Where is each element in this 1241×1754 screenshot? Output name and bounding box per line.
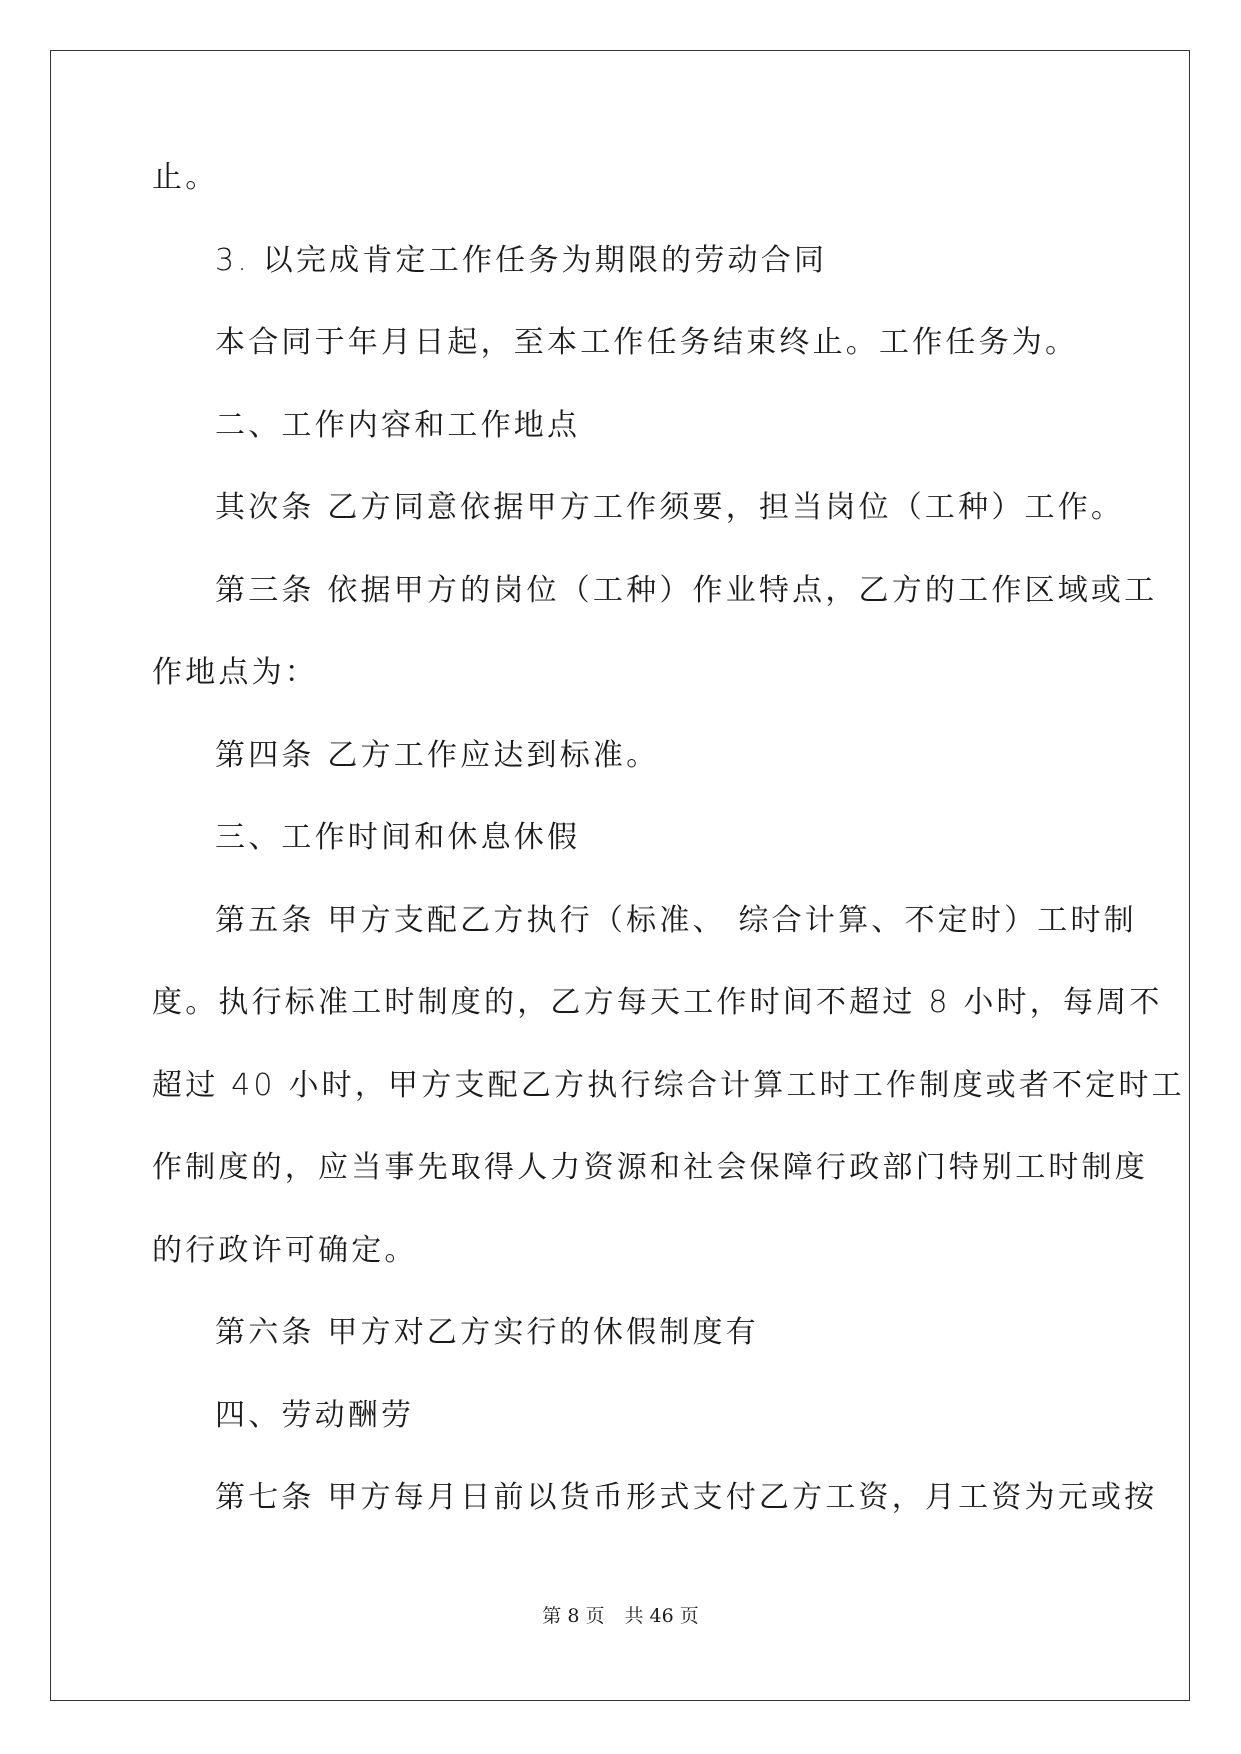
page-footer — [0, 1604, 1241, 1628]
text-line: 止。 — [152, 160, 219, 195]
text-line: 作地点为： — [152, 655, 318, 690]
section-heading: 四、劳动酬劳 — [215, 1397, 415, 1433]
text-line: 第六条 甲方对乙方实行的休假制度有 — [215, 1315, 759, 1350]
page-total: 共 46 页 — [624, 1605, 699, 1627]
section-heading: 二、工作内容和工作地点 — [215, 407, 581, 443]
text-line: 度。执行标准工时制度的，乙方每天工作时间不超过 8 小时，每周不 — [152, 985, 1163, 1020]
text-line: 第三条 依据甲方的岗位（工种）作业特点，乙方的工作区域或工 — [215, 572, 1158, 608]
text-line: 第五条 甲方支配乙方执行（标准、 综合计算、不定时）工时制 — [215, 902, 1137, 938]
text-line: 其次条 乙方同意依据甲方工作须要，担当岗位（工种）工作。 — [215, 490, 1125, 525]
text-line: 第四条 乙方工作应达到标准。 — [215, 737, 660, 773]
text-line: 作制度的，应当事先取得人力资源和社会保障行政部门特别工时制度 — [152, 1150, 1148, 1185]
section-heading: 三、工作时间和休息休假 — [215, 820, 581, 855]
text-line: 超过 40 小时，甲方支配乙方执行综合计算工时工作制度或者不定时工 — [152, 1067, 1185, 1103]
page-number: 第 8 页 — [542, 1605, 605, 1627]
page-border — [50, 50, 1190, 1701]
text-line: 本合同于年月日起，至本工作任务结束终止。工作任务为。 — [215, 325, 1079, 360]
text-line: 第七条 甲方每月日前以货币形式支付乙方工资，月工资为元或按 — [215, 1480, 1158, 1515]
text-line: 3. 以完成肯定工作任务为期限的劳动合同 — [215, 242, 828, 278]
text-line: 的行政许可确定。 — [152, 1232, 418, 1268]
